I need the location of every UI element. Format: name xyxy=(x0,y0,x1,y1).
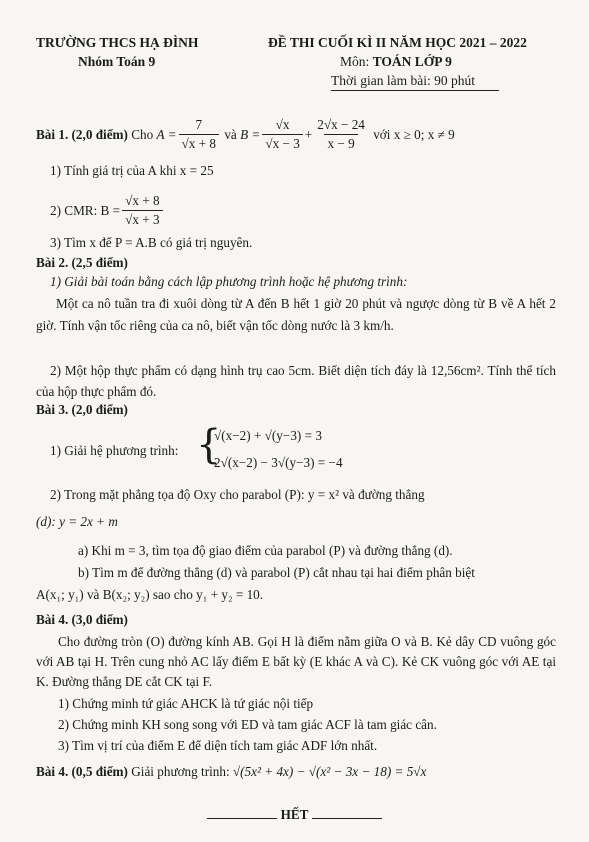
condition: với x ≥ 0; x ≠ 9 xyxy=(373,126,455,142)
bai4-q1: 1) Chứng minh tứ giác AHCK là tứ giác nội tiếp xyxy=(58,696,314,711)
end-text: HẾT xyxy=(280,807,309,822)
bai4-q3: 3) Tìm vị trí của điểm E để diện tích tam giác ADF lớn nhất. xyxy=(58,738,378,753)
bai2-q1-text: Một ca nô tuần tra đi xuôi dòng từ A đến B hết 1 giờ 20 phút và ngược dòng từ B về A hết 2 giờ. Tính vận tốc riêng của ca nô, biết vận tốc dòng nước là 3 km/h. xyxy=(36,296,556,333)
A-numerator: 7 xyxy=(195,117,203,132)
end-line-right xyxy=(312,809,382,819)
B1-numerator: √x xyxy=(275,117,290,132)
q2-numerator: √x + 8 xyxy=(125,193,160,208)
end-line-left xyxy=(207,809,277,819)
q2-fraction xyxy=(122,193,162,228)
subject: TOÁN LỚP 9 xyxy=(372,54,452,69)
bai3-q1-label: 1) Giải hệ phương trình: xyxy=(50,443,179,458)
school-name: TRƯỜNG THCS HẠ ĐÌNH xyxy=(36,35,199,50)
bai1-header xyxy=(36,117,455,152)
bai3-qb1: b) Tìm m để đường thẳng (d) và parabol (P) cắt nhau tại hai điểm phân biệt xyxy=(78,565,475,580)
bai1-intro: Cho xyxy=(131,126,154,142)
time-limit: Thời gian làm bài: 90 phút xyxy=(331,73,475,88)
bai3-line-d: (d): y = 2x + m xyxy=(36,514,118,529)
bai3-title: Bài 3. (2,0 điểm) xyxy=(36,402,128,417)
bai5-title: Bài 4. (0,5 điểm) xyxy=(36,764,128,779)
B-fraction-1 xyxy=(262,117,302,152)
plus-sign: + xyxy=(304,126,313,142)
bai5-text: Giải phương trình: xyxy=(131,764,230,779)
bai2-q2-text: 2) Một hộp thực phẩm có dạng hình trụ cao 5cm. Biết diện tích đáy là 12,56cm². Tính thể tích của hộp thực phẩm đó. xyxy=(36,363,556,399)
B1-denominator: √x − 3 xyxy=(262,134,302,152)
and-word: và xyxy=(224,126,237,142)
A-def: A = xyxy=(156,126,177,142)
B2-denominator: x − 9 xyxy=(324,134,357,152)
B-def: B = xyxy=(240,126,261,142)
bai2-title: Bài 2. (2,5 điểm) xyxy=(36,255,128,270)
bai4-q2: 2) Chứng minh KH song song với ED và tam giác ACF là tam giác cân. xyxy=(58,717,437,732)
system-eq1: √(x−2) + √(y−3) = 3 xyxy=(214,428,322,443)
bai1-q3: 3) Tìm x để P = A.B có giá trị nguyên. xyxy=(50,235,253,250)
bai1-title: Bài 1. (2,0 điểm) xyxy=(36,126,128,142)
subject-label: Môn: xyxy=(340,54,373,69)
end-marker xyxy=(0,807,589,823)
B-fraction-2 xyxy=(314,117,368,152)
bai1-q1: 1) Tính giá trị của A khi x = 25 xyxy=(50,163,214,178)
bai1-q2 xyxy=(50,193,165,228)
bai1-q2-label: 2) CMR: B = xyxy=(50,202,121,218)
bai4-title: Bài 4. (3,0 điểm) xyxy=(36,612,128,627)
system-brace: { xyxy=(196,422,222,468)
A-denominator: √x + 8 xyxy=(179,134,219,152)
bai2-q1-intro: 1) Giải bài toán bằng cách lập phương trình hoặc hệ phương trình: xyxy=(50,274,408,289)
B2-numerator: 2√x − 24 xyxy=(317,117,365,132)
bai5-equation: √(5x² + 4x) − √(x² − 3x − 18) = 5√x xyxy=(232,764,427,779)
q2-denominator: √x + 3 xyxy=(122,210,162,228)
bai5-line xyxy=(36,764,426,780)
bai3-qb2: A(x₁; y₁) và B(x₂; y₂) sao cho y₁ + y₂ = 10. xyxy=(36,587,264,602)
bai4-text: Cho đường tròn (O) đường kính AB. Gọi H là điểm nằm giữa O và B. Kẻ dây CD vuông góc với AB tại H. Trên cung nhỏ AC lấy điểm E bất kỳ (E khác A và C). Kẻ CK vuông góc với AE tại K. Đường thẳng DE cắt CK tại F. xyxy=(36,634,556,689)
system-eq2: 2√(x−2) − 3√(y−3) = −4 xyxy=(214,455,343,470)
bai3-qa: a) Khi m = 3, tìm tọa độ giao điểm của parabol (P) và đường thẳng (d). xyxy=(78,543,453,558)
group-name: Nhóm Toán 9 xyxy=(78,54,156,69)
A-fraction xyxy=(179,117,219,152)
bai3-q2-text: 2) Trong mặt phẳng tọa độ Oxy cho parabol (P): y = x² và đường thẳng xyxy=(50,487,425,502)
time-underline xyxy=(331,90,499,91)
exam-title: ĐỀ THI CUỐI KÌ II NĂM HỌC 2021 – 2022 xyxy=(268,35,527,50)
subject-line xyxy=(340,54,452,70)
